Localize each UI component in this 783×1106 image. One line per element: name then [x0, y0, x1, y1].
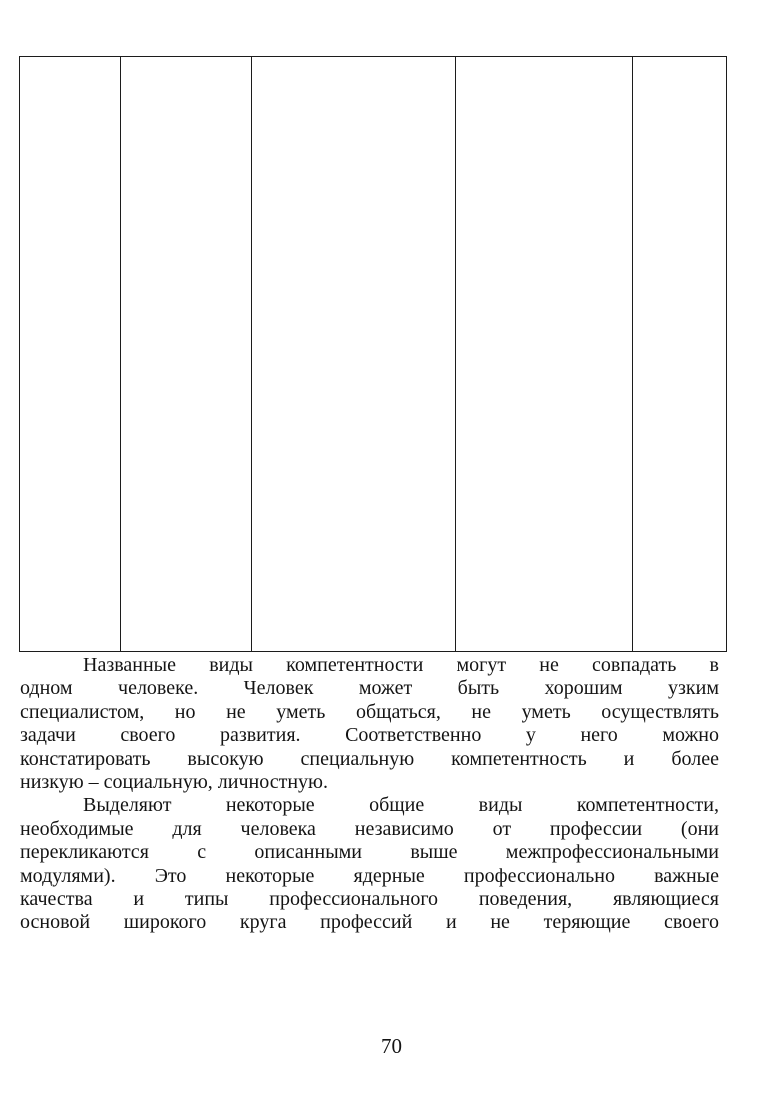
paragraph: [20, 794, 719, 934]
text-line: необходимые для человека независимо от профессии (они: [20, 817, 719, 840]
text-line: специалистом, но не уметь общаться, не уметь осуществлять: [20, 700, 719, 723]
text-line: основой широкого круга профессий и не теряющие своего: [20, 911, 719, 934]
table-column-divider: [251, 57, 252, 651]
text-line: Выделяют некоторые общие виды компетентности,: [83, 794, 719, 817]
text-line: Названные виды компетентности могут не совпадать в: [83, 654, 719, 676]
text-line: задачи своего развития. Соответственно у него можно: [20, 724, 719, 747]
table-column-divider: [455, 57, 456, 651]
table-column-divider: [632, 57, 633, 651]
page-number: 70: [381, 1034, 402, 1058]
text-line: перекликаются с описанными выше межпрофессиональными: [20, 841, 719, 864]
table-column-divider: [120, 57, 121, 651]
text-line: модулями). Это некоторые ядерные профессионально важные: [20, 864, 719, 887]
text-line: низкую – социальную, личностную.: [20, 771, 328, 794]
text-line: одном человеке. Человек может быть хорошим узким: [20, 677, 719, 700]
empty-table: [19, 56, 727, 652]
text-line: качества и типы профессионального поведения, являющиеся: [20, 888, 719, 911]
paragraph: [20, 654, 719, 794]
text-line: констатировать высокую специальную компетентность и более: [20, 747, 719, 770]
body-text: [20, 654, 719, 935]
